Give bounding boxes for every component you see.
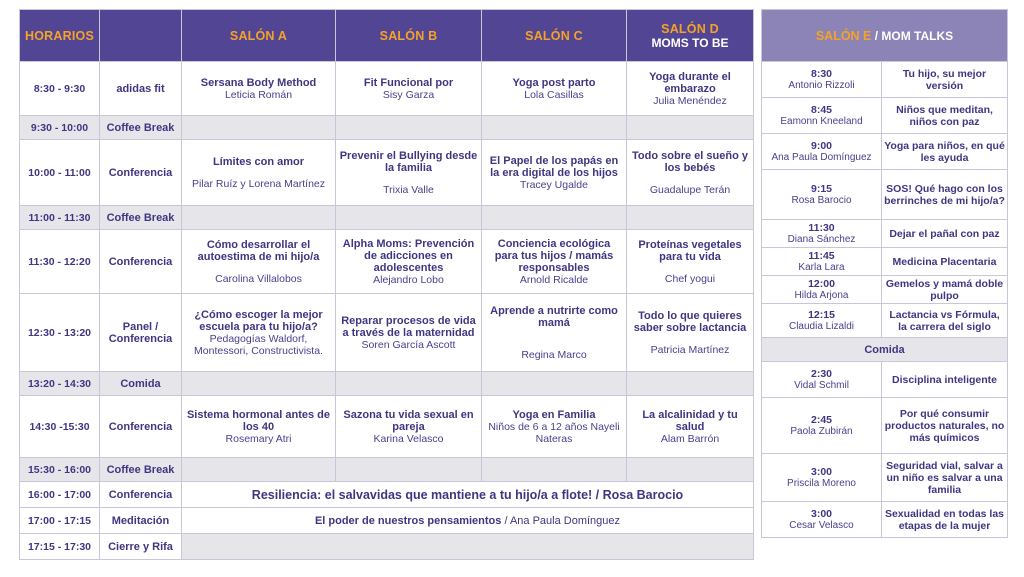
talk-speaker: Paola Zubirán [790,425,853,437]
plenary-session: Resiliencia: el salvavidas que mantiene a tu hijo/a a flote! / Rosa Barocio [182,482,754,508]
row-time: 13:20 - 14:30 [20,372,100,396]
session-c [482,140,627,206]
session-a [182,230,336,294]
header-kind [100,10,182,62]
row-time: 12:30 - 13:20 [20,294,100,372]
talk-speaker: Eamonn Kneeland [780,115,863,127]
talk-time: 12:15 [808,308,835,321]
row-kind: Conferencia [100,140,182,206]
session-title: Cómo desarrollar el autoestima de mi hijo/a [197,238,320,263]
talk-title: Tu hijo, su mejor versión [882,62,1008,98]
talk-time: 2:30 [810,367,832,380]
session-title: ¿Cómo escoger la mejor escuela para tu hijo/a? [194,308,323,333]
session-title: Sersana Body Method [200,76,317,89]
talk-time-speaker [762,398,882,454]
talk-time-speaker [762,248,882,276]
session-d [627,230,754,294]
session-title: Todo sobre el sueño y los bebés [632,149,748,174]
talk-title: Por qué consumir productos naturales, no más químicos [882,398,1008,454]
row-coffee-break-2 [20,206,754,230]
row-time: 14:30 -15:30 [20,396,100,458]
row-1700 [20,508,754,534]
break-label: Comida [762,338,1008,362]
session-title: La alcalinidad y tu salud [642,408,738,433]
session-speaker: Chef yogui [664,272,716,285]
talk-speaker: Ana Paula Domínguez [771,151,872,163]
session-d [627,396,754,458]
session-b [336,140,482,206]
session-d [627,62,754,116]
talk-title: Dejar el pañal con paz [882,220,1008,248]
salon-e-talk [762,304,1008,338]
salon-e-panel [761,9,1007,569]
row-time: 16:00 - 17:00 [20,482,100,508]
row-time: 15:30 - 16:00 [20,458,100,482]
session-title: El poder de nuestros pensamientos [314,514,502,527]
talk-speaker: Priscila Moreno [787,477,856,489]
talk-title: Yoga para niños, en qué les ayuda [882,134,1008,170]
row-kind: Panel / Conferencia [100,294,182,372]
talk-time-speaker [762,98,882,134]
header-salon-a: SALÓN A [182,10,336,62]
talk-speaker: Claudia Lizaldi [788,320,855,332]
session-speaker: Lola Casillas [524,88,584,101]
session-speaker: Rosemary Atri [225,432,292,445]
talk-title: Niños que meditan, niños con paz [882,98,1008,134]
session-title: Sazona tu vida sexual en pareja [343,408,474,433]
session-speaker: Niños de 6 a 12 años Nayeli Nateras [488,420,620,445]
salon-e-header [762,10,1008,62]
row-time: 17:00 - 17:15 [20,508,100,534]
talk-time-speaker [762,454,882,502]
row-1430 [20,396,754,458]
session-speaker: Patricia Martínez [650,343,730,356]
session-title: Conciencia ecológica para tus hijos / mamás responsables [494,237,614,274]
talk-speaker: Diana Sánchez [787,233,856,245]
session-speaker: Guadalupe Terán [649,183,731,196]
talk-time: 3:00 [810,465,832,478]
session-title: Alpha Moms: Prevención de adicciones en adolescentes [342,237,475,274]
row-kind: Conferencia [100,230,182,294]
talk-time: 8:30 [810,67,832,80]
row-coffee-break-1 [20,116,754,140]
talk-speaker: Karla Lara [798,261,845,273]
session-speaker: Soren García Ascott [361,338,456,351]
session-d [627,140,754,206]
session-speaker: Julia Menéndez [653,94,727,107]
row-kind: adidas fit [100,62,182,116]
session-speaker: Pilar Ruíz y Lorena Martínez [191,177,326,190]
row-kind: Conferencia [100,396,182,458]
salon-e-talk [762,248,1008,276]
session-b [336,230,482,294]
header-row [20,10,754,62]
row-0830 [20,62,754,116]
talk-time-speaker [762,220,882,248]
session-title: El Papel de los papás en la era digital de los hijos [489,154,619,179]
header-salon-e: SALÓN E / MOM TALKS [762,10,1008,62]
session-title: Yoga durante el embarazo [649,70,731,95]
session-speaker: Carolina Villalobos [215,272,302,285]
session-title: Prevenir el Bullying desde la familia [339,149,478,174]
session-a [182,140,336,206]
meditation-session [182,508,754,534]
talk-time: 9:15 [810,182,832,195]
session-a [182,396,336,458]
talk-time: 11:45 [808,249,835,262]
talk-time-speaker [762,502,882,538]
session-b [336,294,482,372]
row-time: 17:15 - 17:30 [20,534,100,560]
session-title: Todo lo que quieres saber sobre lactancia [633,309,747,334]
session-speaker: Alejandro Lobo [373,273,444,286]
session-d [627,294,754,372]
row-kind: Meditación [100,508,182,534]
salon-e-talk [762,220,1008,248]
row-kind: Coffee Break [100,206,182,230]
session-speaker: Karina Velasco [373,432,444,445]
talk-time: 3:00 [810,507,832,520]
talk-speaker: Hilda Arjona [794,289,849,301]
session-speaker: Arnold Ricalde [519,273,589,286]
talk-time: 2:45 [810,413,832,426]
talk-title: Disciplina inteligente [882,362,1008,398]
salon-e-talk [762,62,1008,98]
row-time: 11:30 - 12:20 [20,230,100,294]
talk-time-speaker [762,62,882,98]
salon-e-talk [762,276,1008,304]
session-c [482,396,627,458]
talk-speaker: Cesar Velasco [789,519,854,531]
row-time: 9:30 - 10:00 [20,116,100,140]
salon-e-talk [762,362,1008,398]
session-a [182,294,336,372]
session-b [336,62,482,116]
row-kind: Coffee Break [100,116,182,140]
talk-title: Lactancia vs Fórmula, la carrera del siglo [882,304,1008,338]
session-c [482,294,627,372]
row-time: 10:00 - 11:00 [20,140,100,206]
schedule-main [19,9,753,569]
talk-title: Medicina Placentaria [882,248,1008,276]
salon-e-talk [762,454,1008,502]
row-1600 [20,482,754,508]
talk-time: 11:30 [808,221,835,234]
header-salon-d: SALÓN D MOMS TO BE [627,10,754,62]
salon-e-talk [762,98,1008,134]
session-speaker: Sisy Garza [382,88,435,101]
talk-time-speaker [762,170,882,220]
talk-title: Sexualidad en todas las etapas de la mujer [882,502,1008,538]
session-c [482,230,627,294]
session-title: Yoga en Familia [512,408,596,421]
talk-time-speaker [762,134,882,170]
salon-e-table [761,9,1008,538]
talk-time-speaker [762,362,882,398]
header-salon-c: SALÓN C [482,10,627,62]
salon-e-break [762,338,1008,362]
salon-e-talk [762,502,1008,538]
session-speaker: / Ana Paula Domínguez [501,514,621,527]
session-title: Proteínas vegetales para tu vida [638,238,742,263]
session-speaker: Trixia Valle [383,183,434,196]
row-kind: Conferencia [100,482,182,508]
row-1715 [20,534,754,560]
salon-e-talk [762,398,1008,454]
salon-e-talk [762,134,1008,170]
session-title: Aprende a nutrirte como mamá [490,304,618,329]
row-kind: Cierre y Rifa [100,534,182,560]
session-b [336,396,482,458]
talk-time: 9:00 [810,139,832,152]
schedule-table [19,9,754,560]
talk-title: SOS! Qué hago con los berrinches de mi hijo/a? [882,170,1008,220]
session-title: Límites con amor [212,155,305,168]
session-title: Fit Funcional por [363,76,454,89]
session-speaker: Tracey Ugalde [520,178,588,191]
row-1230 [20,294,754,372]
row-kind: Coffee Break [100,458,182,482]
row-time: 11:00 - 11:30 [20,206,100,230]
row-1130 [20,230,754,294]
header-horarios: HORARIOS [20,10,100,62]
session-speaker: Alam Barrón [660,432,720,445]
row-comida [20,372,754,396]
talk-speaker: Antonio Rizzoli [788,79,855,91]
talk-speaker: Rosa Barocio [791,194,852,206]
salon-e-talk [762,170,1008,220]
session-c [482,62,627,116]
row-1000 [20,140,754,206]
talk-time: 8:45 [810,103,832,116]
row-time: 8:30 - 9:30 [20,62,100,116]
talk-title: Seguridad vial, salvar a un niño es salvar a una familia [882,454,1008,502]
session-speaker: Pedagogías Waldorf, Montessori, Constructivista. [194,332,323,357]
session-title: Yoga post parto [512,76,596,89]
header-salon-b: SALÓN B [336,10,482,62]
session-a [182,62,336,116]
session-speaker: Leticia Román [224,88,293,101]
talk-speaker: Vidal Schmil [794,379,849,391]
session-title: Sistema hormonal antes de los 40 [186,408,331,433]
row-coffee-break-3 [20,458,754,482]
talk-time-speaker [762,276,882,304]
talk-title: Gemelos y mamá doble pulpo [882,276,1008,304]
session-title: Reparar procesos de vida a través de la maternidad [341,314,476,339]
talk-time-speaker [762,304,882,338]
talk-time: 12:00 [808,277,835,290]
session-speaker: Regina Marco [521,348,587,361]
row-kind: Comida [100,372,182,396]
